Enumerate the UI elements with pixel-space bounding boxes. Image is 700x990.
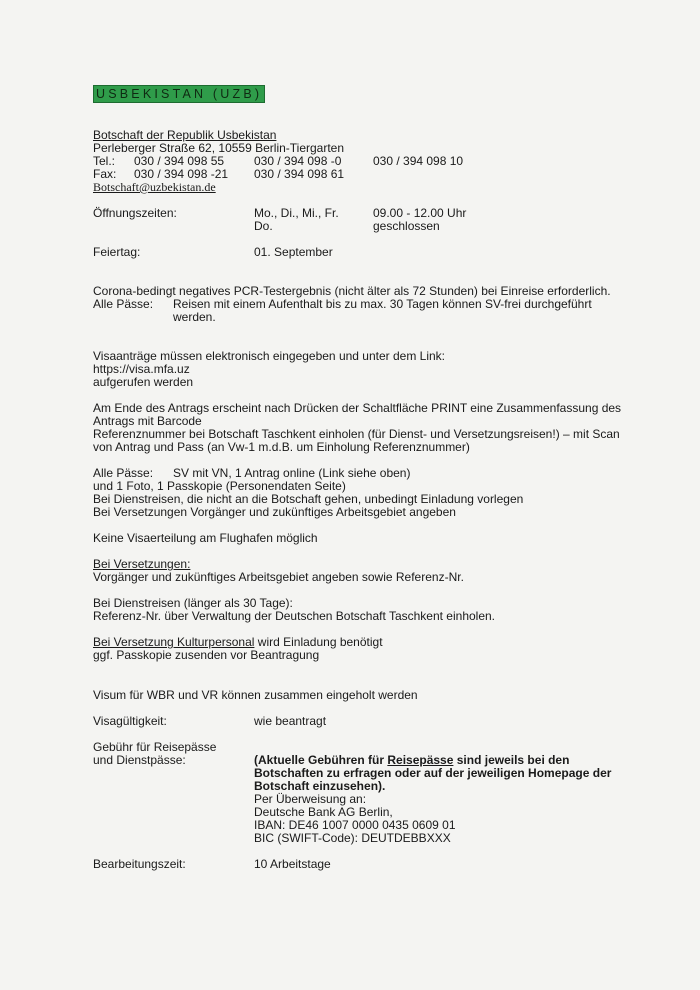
processing-label: Bearbeitungszeit: xyxy=(93,857,186,871)
validity-value: wie beantragt xyxy=(254,714,327,728)
relocations-heading: Bei Versetzungen: xyxy=(93,557,191,571)
fees-bic: BIC (SWIFT-Code): DEUTDEBBXXX xyxy=(254,831,451,845)
visa-online-line-1: Visaanträge müssen elektronisch eingegeben und unter dem Link: xyxy=(93,349,446,363)
culture-heading: Bei Versetzung Kulturpersonal xyxy=(93,635,255,649)
fees-iban: IBAN: DE46 1007 0000 0435 0609 01 xyxy=(254,818,456,832)
culture-line-1 xyxy=(93,635,383,649)
application-line-1: Am Ende des Antrags erscheint nach Drücken der Schaltfläche PRINT eine Zusammenfassung des xyxy=(93,401,622,415)
airport-note: Keine Visaerteilung am Flughafen möglich xyxy=(93,531,318,545)
opening-hours-label: Öffnungszeiten: xyxy=(93,206,177,220)
fees-bold-line-3: Botschaft einzusehen). xyxy=(254,779,386,793)
tel-number-1: 030 / 394 098 55 xyxy=(134,154,225,168)
passports-2-line-2: und 1 Foto, 1 Passkopie (Personendaten Seite) xyxy=(93,479,346,493)
passports-text-1: Reisen mit einem Aufenthalt bis zu max. 30 Tagen können SV-frei durchgeführt xyxy=(173,297,592,311)
opening-time-2: geschlossen xyxy=(373,219,440,233)
application-line-3: Referenznummer bei Botschaft Taschkent einholen (für Dienst- und Versetzungsreisen!) – mit Scan xyxy=(93,427,620,441)
fees-payment-line-1: Per Überweisung an: xyxy=(254,792,367,806)
country-title: USBEKISTAN (UZB) xyxy=(93,85,265,103)
validity-label: Visagültigkeit: xyxy=(93,714,167,728)
culture-line-2: ggf. Passkopie zusenden vor Beantragung xyxy=(93,648,320,662)
visa-online-link[interactable]: https://visa.mfa.uz xyxy=(93,362,190,376)
fax-number-1: 030 / 394 098 -21 xyxy=(134,167,229,181)
fees-label-1: Gebühr für Reisepässe xyxy=(93,740,217,754)
wbr-note: Visum für WBR und VR können zusammen eingeholt werden xyxy=(93,688,418,702)
processing-value: 10 Arbeitstage xyxy=(254,857,331,871)
passports-2-line-4: Bei Versetzungen Vorgänger und zukünftiges Arbeitsgebiet angeben xyxy=(93,505,456,519)
culture-rest: wird Einladung benötigt xyxy=(254,635,383,649)
passports-2-line-3: Bei Dienstreisen, die nicht an die Botschaft gehen, unbedingt Einladung vorlegen xyxy=(93,492,524,506)
passports-label-2: Alle Pässe: xyxy=(93,466,154,480)
application-line-2: Antrags mit Barcode xyxy=(93,414,202,428)
fax-label: Fax: xyxy=(93,167,117,181)
embassy-email-link[interactable]: Botschaft@uzbekistan.de xyxy=(93,180,216,194)
passports-label-1: Alle Pässe: xyxy=(93,297,154,311)
fees-payment-line-2: Deutsche Bank AG Berlin, xyxy=(254,805,393,819)
holiday-label: Feiertag: xyxy=(93,245,141,259)
relocations-line-1: Vorgänger und zukünftiges Arbeitsgebiet angeben sowie Referenz-Nr. xyxy=(93,570,464,584)
fees-bold-underlined: Reisepässe xyxy=(387,753,454,767)
fax-number-2: 030 / 394 098 61 xyxy=(254,167,345,181)
opening-days-2: Do. xyxy=(254,219,273,233)
embassy-name: Botschaft der Republik Usbekistan xyxy=(93,128,277,142)
embassy-address: Perleberger Straße 62, 10559 Berlin-Tiergarten xyxy=(93,141,345,155)
passports-text-2: werden. xyxy=(173,310,216,324)
tel-number-3: 030 / 394 098 10 xyxy=(373,154,464,168)
holiday-value: 01. September xyxy=(254,245,333,259)
fees-bold-line-1 xyxy=(254,753,569,767)
opening-time-1: 09.00 - 12.00 Uhr xyxy=(373,206,467,220)
fees-bold-post: sind jeweils bei den xyxy=(453,753,570,767)
passports-2-line-1: SV mit VN, 1 Antrag online (Link siehe oben) xyxy=(173,466,411,480)
corona-note: Corona-bedingt negatives PCR-Testergebnis (nicht älter als 72 Stunden) bei Einreise erforderlich. xyxy=(93,284,611,298)
business-trips-line-1: Bei Dienstreisen (länger als 30 Tage): xyxy=(93,596,293,610)
fees-bold-line-2: Botschaften zu erfragen oder auf der jeweiligen Homepage der xyxy=(254,766,612,780)
tel-label: Tel.: xyxy=(93,154,116,168)
tel-number-2: 030 / 394 098 -0 xyxy=(254,154,342,168)
fees-bold-pre: (Aktuelle Gebühren für xyxy=(254,753,388,767)
fees-label-2: und Dienstpässe: xyxy=(93,753,186,767)
opening-days-1: Mo., Di., Mi., Fr. xyxy=(254,206,339,220)
visa-online-line-3: aufgerufen werden xyxy=(93,375,194,389)
business-trips-line-2: Referenz-Nr. über Verwaltung der Deutschen Botschaft Taschkent einholen. xyxy=(93,609,496,623)
application-line-4: von Antrag und Pass (an Vw-1 m.d.B. um Einholung Referenznummer) xyxy=(93,440,470,454)
